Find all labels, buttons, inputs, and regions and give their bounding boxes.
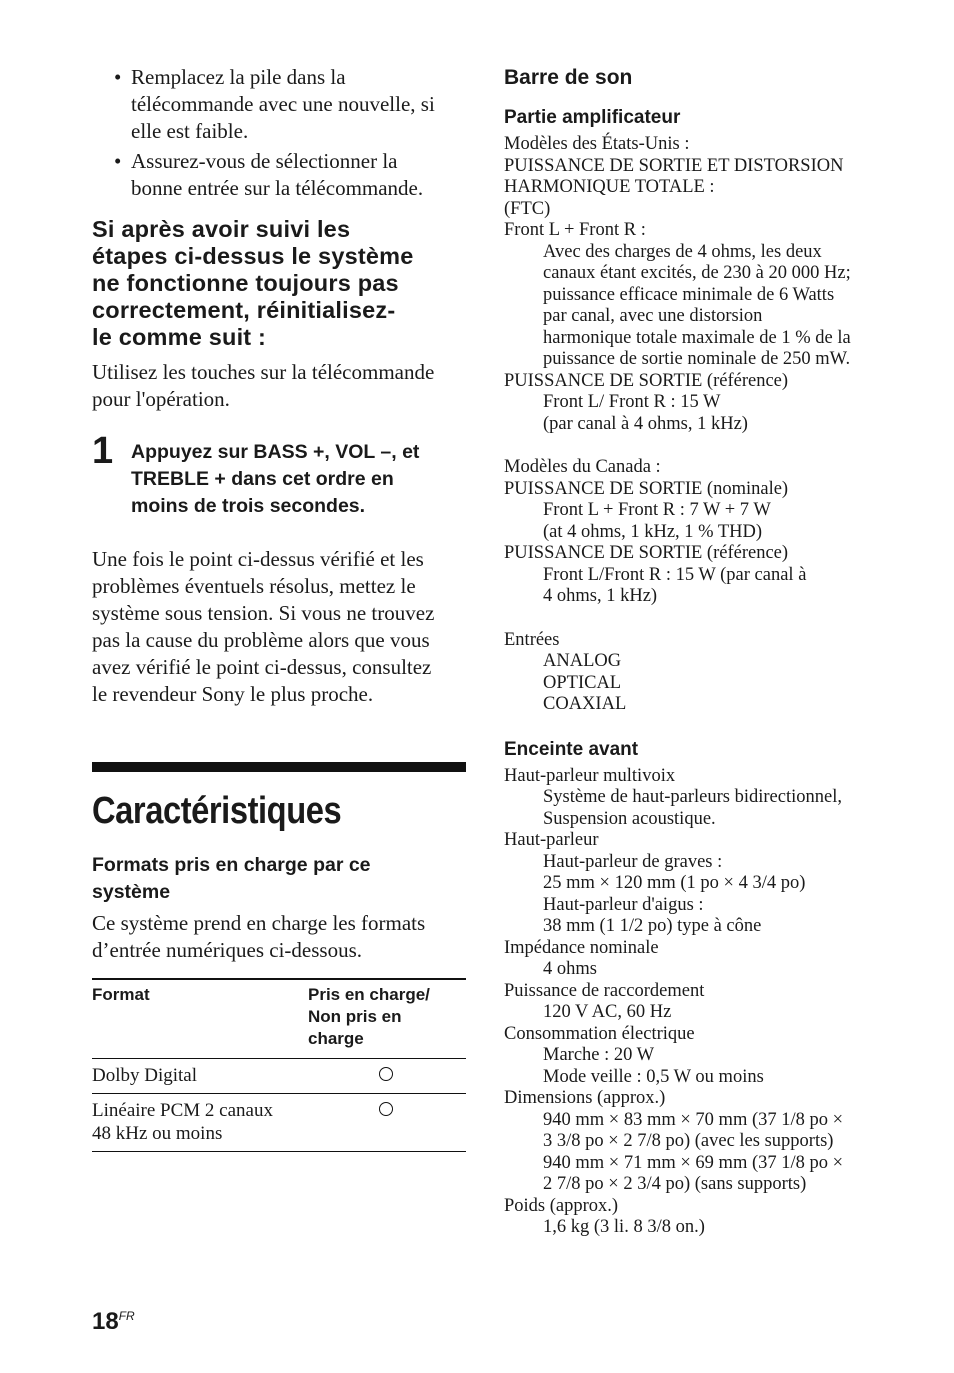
header-support: Pris en charge/ Non pris en charge — [308, 979, 466, 1059]
supported-circle-icon — [379, 1102, 393, 1116]
header-format: Format — [92, 979, 308, 1059]
formats-intro: Ce système prend en charge les formats d’entrée numériques ci-dessous. — [92, 911, 426, 962]
spec-value: 4 ohms — [543, 959, 597, 979]
spec-value: 940 mm × 83 mm × 70 mm (37 1/8 po × — [543, 1109, 844, 1130]
bullet-text: Remplacez la pile dans la télécommande avec une nouvelle, si elle est faible. — [131, 65, 435, 143]
spec-value: Haut-parleur d'aigus : — [543, 894, 704, 915]
list-item — [92, 64, 466, 145]
spec-value: (par canal à 4 ohms, 1 kHz) — [543, 413, 748, 434]
front-speaker-heading: Enceinte avant — [504, 738, 639, 760]
soundbar-heading: Barre de son — [504, 66, 633, 89]
spec-label: PUISSANCE DE SORTIE (référence) — [504, 370, 789, 391]
amplifier-specs — [504, 134, 884, 716]
spec-label: HARMONIQUE TOTALE : — [504, 177, 715, 197]
bullet-mark: • — [114, 149, 122, 173]
spec-label: Consommation électrique — [504, 1023, 695, 1044]
spec-label: Entrées — [504, 629, 560, 650]
after-step-paragraph: Une fois le point ci-dessus vérifié et les problèmes éventuels résolus, mettez le système sous tension. Si vous ne trouvez pas la cause du problème alors que vous avez vérifié le point ci-dessus, consultez le revendeur Sony le plus proche. — [92, 547, 435, 706]
spec-value: 2 7/8 po × 2 3/4 po) (sans supports) — [543, 1174, 807, 1194]
spec-value: harmonique totale maximale de 1 % de la — [543, 327, 851, 348]
spec-value: 940 mm × 71 mm × 69 mm (37 1/8 po × — [543, 1152, 844, 1173]
spec-value: Front L/ Front R : 15 W — [543, 392, 721, 412]
spec-value: 4 ohms, 1 kHz) — [543, 586, 658, 606]
spec-label: Modèles des États-Unis : — [504, 134, 690, 154]
spec-value: 38 mm (1 1/2 po) type à cône — [543, 916, 762, 936]
spec-value: canaux étant excités, de 230 à 20 000 Hz; — [543, 263, 851, 283]
page-number: $18^{FR}$ — [92, 1308, 135, 1335]
section-rule — [92, 762, 466, 772]
section-title: Caractéristiques — [92, 790, 342, 832]
spec-value: (at 4 ohms, 1 kHz, 1 % THD) — [543, 521, 763, 542]
spacer — [504, 435, 884, 457]
format-cell: Dolby Digital — [92, 1059, 308, 1094]
supported-circle-icon — [379, 1067, 393, 1081]
reset-step — [92, 430, 466, 520]
spec-value: Avec des charges de 4 ohms, les deux — [543, 241, 822, 262]
spec-value: Mode veille : 0,5 W ou moins — [543, 1066, 764, 1087]
format-cell: Linéaire PCM 2 canaux 48 kHz ou moins — [92, 1094, 308, 1152]
spec-value: 120 V AC, 60 Hz — [543, 1002, 672, 1022]
spec-label: PUISSANCE DE SORTIE (référence) — [504, 543, 789, 563]
spec-label: Dimensions (approx.) — [504, 1088, 666, 1108]
spec-label: Haut-parleur multivoix — [504, 765, 676, 786]
table-row — [92, 1059, 466, 1094]
spec-label: PUISSANCE DE SORTIE (nominale) — [504, 478, 789, 499]
front-speaker-specs — [504, 766, 884, 1239]
spec-value: OPTICAL — [543, 672, 622, 693]
spec-label: PUISSANCE DE SORTIE ET DISTORSION — [504, 155, 844, 176]
support-cell — [308, 1094, 466, 1152]
reset-heading: Si après avoir suivi les étapes ci-dessus le système ne fonctionne toujours pas correctement, réinitialisez- le comme suit : — [92, 216, 414, 350]
spec-label: Impédance nominale — [504, 937, 659, 958]
spec-value: COAXIAL — [543, 694, 627, 714]
spec-value: Front L + Front R : 7 W + 7 W — [543, 500, 771, 520]
right-column — [504, 64, 884, 1239]
spec-value: par canal, avec une distorsion — [543, 306, 763, 326]
left-column — [92, 64, 466, 1152]
list-item — [92, 148, 466, 202]
spec-label: (FTC) — [504, 198, 551, 219]
step-text: Appuyez sur BASS +, VOL –, et TREBLE + dans cet ordre en moins de trois secondes. — [131, 441, 420, 517]
spec-value: 3 3/8 po × 2 7/8 po) (avec les supports) — [543, 1131, 834, 1151]
spec-value: Système de haut-parleurs bidirectionnel, — [543, 787, 842, 807]
spec-value: Front L/Front R : 15 W (par canal à — [543, 564, 807, 585]
support-cell — [308, 1059, 466, 1094]
formats-heading: Formats pris en charge par ce système — [92, 854, 371, 903]
formats-table — [92, 978, 466, 1152]
spec-label: Modèles du Canada : — [504, 457, 661, 477]
page-suffix: FR — [118, 1309, 135, 1323]
spec-value: Marche : 20 W — [543, 1045, 655, 1065]
reset-intro: Utilisez les touches sur la télécommande pour l'opération. — [92, 360, 435, 411]
spec-value: Suspension acoustique. — [543, 808, 716, 829]
table-row — [92, 1094, 466, 1152]
table-header-row — [92, 979, 466, 1059]
spacer — [504, 608, 884, 630]
spec-label: Haut-parleur — [504, 830, 599, 850]
spec-value: puissance de sortie nominale de 250 mW. — [543, 349, 851, 369]
amplifier-heading: Partie amplificateur — [504, 107, 681, 128]
bullet-text: Assurez-vous de sélectionner la bonne entrée sur la télécommande. — [131, 149, 424, 200]
spec-value: 1,6 kg (3 li. 8 3/8 on.) — [543, 1217, 705, 1237]
spec-label: Puissance de raccordement — [504, 980, 705, 1001]
troubleshooting-bullets — [92, 64, 466, 202]
spec-label: Poids (approx.) — [504, 1195, 619, 1216]
spec-value: ANALOG — [543, 651, 622, 671]
bullet-mark: • — [114, 65, 122, 89]
step-number: 1 — [92, 430, 114, 472]
spec-value: Haut-parleur de graves : — [543, 851, 723, 872]
spec-value: puissance efficace minimale de 6 Watts — [543, 284, 835, 305]
spec-label: Front L + Front R : — [504, 220, 646, 240]
spec-value: 25 mm × 120 mm (1 po × 4 3/4 po) — [543, 873, 806, 893]
